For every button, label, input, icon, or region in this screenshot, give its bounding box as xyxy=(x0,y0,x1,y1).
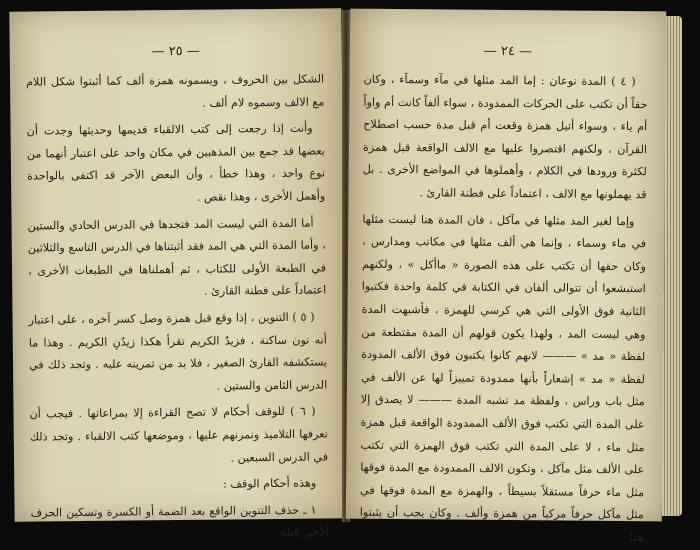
right-page-number: — ٢٤ — xyxy=(483,43,533,60)
left-paragraph-2: وأنت إذا رجعت إلى كتب الالقباء قديمها وحديثها وجدت أن بعضها قد جمع بين المذهبين في مكان واحد على اعتبار أنهما من نوع واحد ، وهذا خطأ ، وأن البعض الآخر قد اكتفى بالواحدة وأهمل الأخرى ، وهذا نقص . xyxy=(26,121,326,204)
right-paragraph-1: ( ٤ ) المدة نوعان : إما المد مثلها في مآء وسمآء ، وكان حقاً أن تكتب على الحركات الممدودة ، سواء ألفاً كانت أم واواً أم ياء ، وسواء أتيل همزة وقعت أم قبل مدة حسب اصطلاح القرآن ، ولكنهم اقتصروا عليها مع الالف الواقعة قبل همزة لكثرة ورودها في الكلام ، وأهملوها في المواضع الأخرى . بل قد يهملونها مع الالف ، اعتماداً على فطنة القارئ . xyxy=(362,72,648,202)
right-paragraph-2: وإما لغير المد مثلها في مآكل ، فان المدة هنا ليست مثلها في ماء وسماء ، وإنما هي ألف مثلها في مكاتب ومدارس ، وكان حقها أن تكتب على هذه الصورة « ماأكل » ، ولكنهم استبشعوا أن تتوالى ألفان في الكتابة في كلمة واحدة فكتبوا الثانية فوق الأولى التي هي كرسي للهمزة ، فأشبهت المدة وهي ليست المد ، ولهذا يكون قولهم أن المدة مقتطعة من لفظة « مد » ——— لانهم كانوا يكتبون فوق الألف المدودة لفظة « مد » إشعاراً بأنها ممدودة تمييزاً لها عن الألف في مثل باب وراس ، ولفظة مد تشبه المدة ——— لا يصدق إلا على المدة التي تكتب فوق الألف الممدودة الواقعة قبل همزة مثل ماء ، لا على المدة التي تكتب فوق الهمزة التي تكتب على الألف مثل مآكل ، وتكون الالف الممدودة مع المدة فوقها مثل ماء حرفاً مستقلاً بسيطاً ، والهمزة مع المدة فوقها في مثل مآكل حرفاً مركباً من همزة وألف . وكان يجب أن يثبتوا هذا xyxy=(359,212,647,545)
left-paragraph-4: ( ٥ ) التنوين ، إذا وقع قبل همزة وصل كسر آخره ، على اعتبار أنه نون ساكنة ، فزيدٌ الكريم تقرأ هكذا زيدُنِ الكريم . وهذا ما يستكشفه القارئ الصغير ، فلا بد من تمرينه عليه . وتجد ذلك في الدرس الثامن والستين . xyxy=(28,310,328,393)
right-page xyxy=(346,9,666,545)
left-paragraph-3: أما المدة التي ليست المد فتجدها في الدرس الحادي والستين ، وأما المدة التي هي المد فقد أثبتناها في الدرس التاسع والثلاثين في الطبعة الأولى للكتاب ، ثم أهملناها في الطبعات الأخرى ، اعتماداً على فطنة القارئ . xyxy=(27,216,327,299)
open-book xyxy=(8,10,688,545)
left-paragraph-5: ( ٦ ) للوقف أحكام لا تصح القراءة إلا بمراعاتها . فيجب أن نعرفها التلاميذ ونمرنهم عليها ، وموضعها كتب الالقباء . وتجد ذلك في الدرس السبعين . xyxy=(29,404,329,464)
left-page xyxy=(9,8,346,540)
right-page-text xyxy=(346,61,666,550)
left-page-number: — ٢٥ — xyxy=(151,43,200,60)
left-paragraph-7: ١ ـ حذف التنوين الواقع بعد الضمة أو الكسرة وتسكين الحرف الأخير قبله . xyxy=(30,503,329,540)
left-paragraph-6: وهذه أحكام الوقف : xyxy=(222,476,317,491)
left-paragraph-1: الشكل بين الحروف ، ويسمونه همزة ألف كما أثبتوا شكل اللام مع الالف وسموه لام ألف . xyxy=(26,72,325,110)
left-page-text xyxy=(10,60,347,547)
